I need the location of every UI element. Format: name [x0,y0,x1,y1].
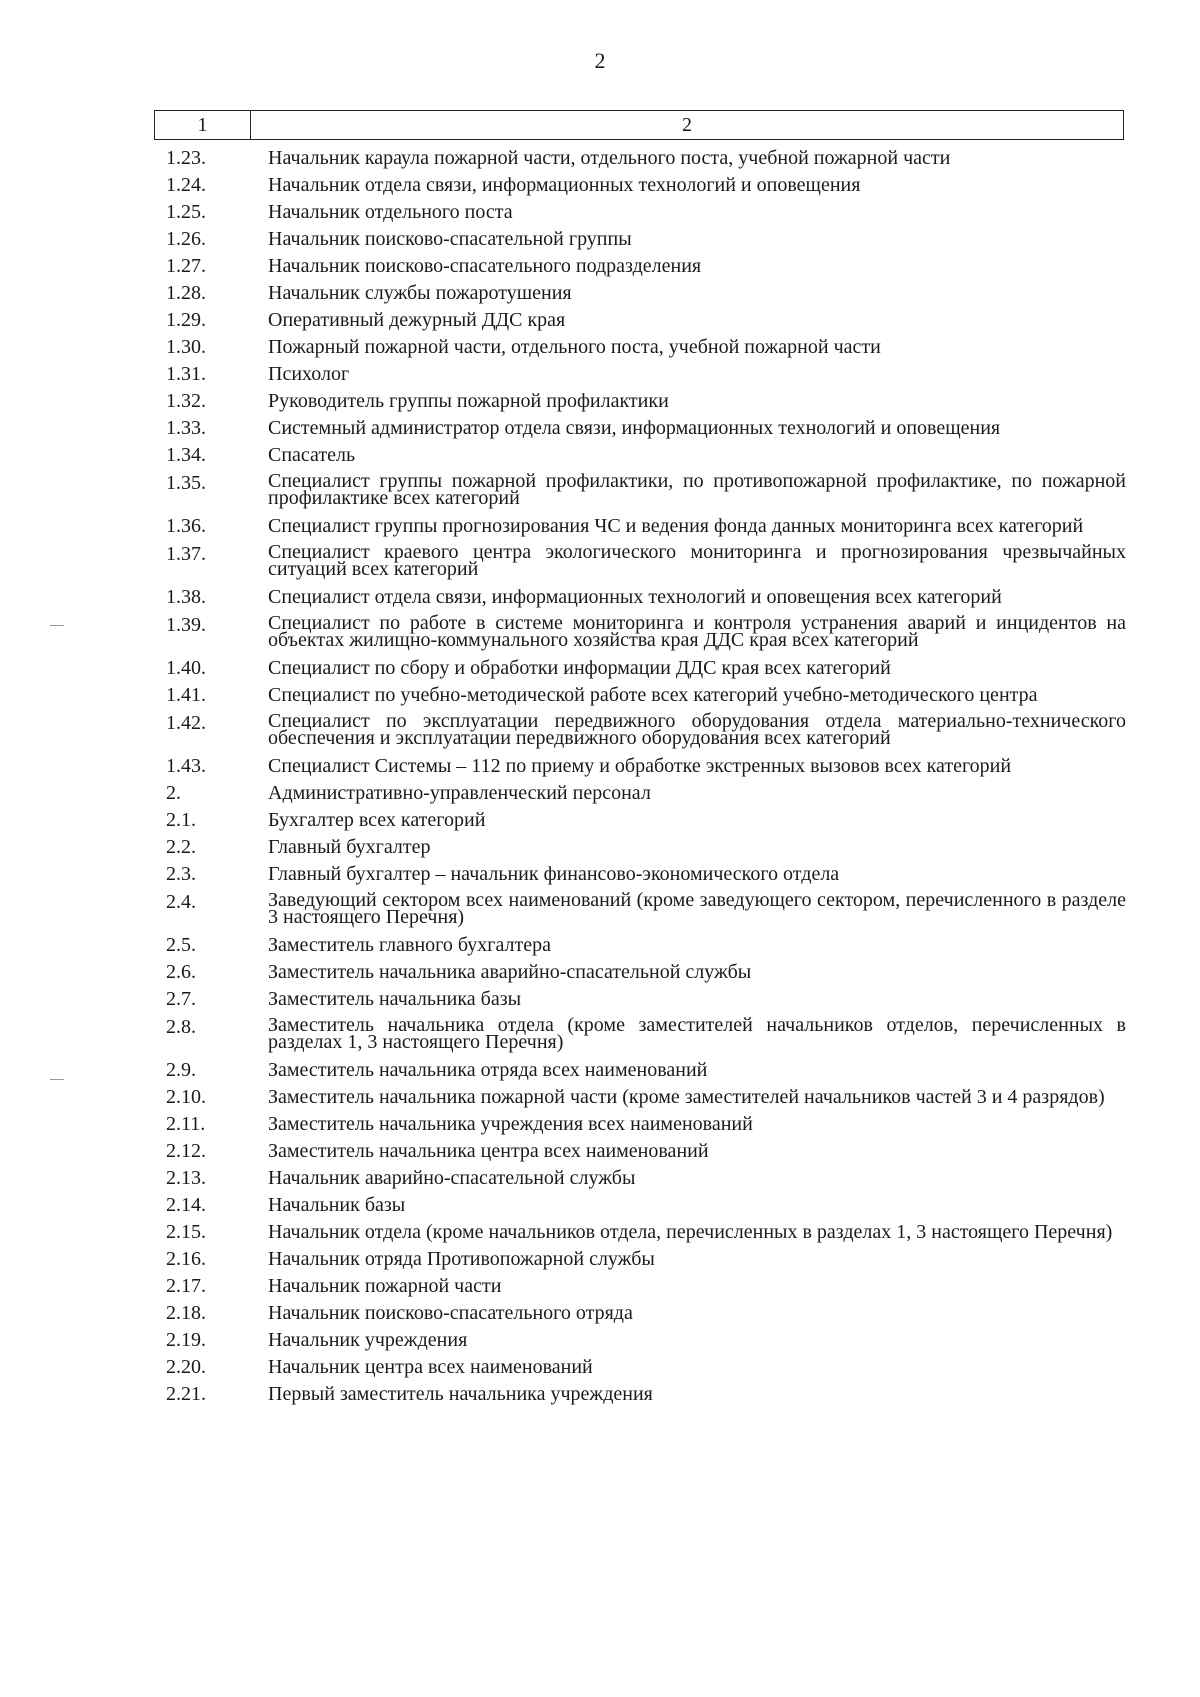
item-number: 1.41. [166,684,206,706]
item-number: 2.19. [166,1329,206,1351]
item-number: 2.1. [166,809,196,831]
item-text: Специалист Системы – 112 по приему и обработке экстренных вызовов всех категорий [268,755,1012,777]
item-number: 1.40. [166,657,206,679]
list-item [166,1219,1126,1246]
list-item [166,709,1126,753]
item-number: 1.43. [166,755,206,777]
item-text: Специалист краевого центра экологического мониторинга и прогнозирования чрезвычайных ситуаций всех категорий [268,541,1126,580]
item-text: Заместитель начальника аварийно-спасательной службы [268,961,752,983]
item-text: Специалист группы прогнозирования ЧС и ведения фонда данных мониторинга всех категорий [268,515,1084,537]
item-number: 1.33. [166,417,206,439]
item-text: Главный бухгалтер – начальник финансово-экономического отдела [268,863,840,885]
list-item [166,1381,1126,1408]
list-item [166,861,1126,888]
list-item [166,280,1126,307]
header-col-name: 2 [682,113,692,136]
list-item [166,513,1126,540]
item-number: 2.17. [166,1275,206,1297]
list-item [166,611,1126,655]
item-number: 1.30. [166,336,206,358]
item-text: Заместитель главного бухгалтера [268,934,552,956]
item-number: 1.36. [166,515,206,537]
item-number: 2.3. [166,863,196,885]
item-text: Заместитель начальника отдела (кроме заместителей начальников отделов, перечисленных в разделах 1, 3 настоящего Перечня) [268,1014,1126,1053]
list-item [166,145,1126,172]
item-number: 2.18. [166,1302,206,1324]
list-item [166,442,1126,469]
item-number: 1.42. [166,712,206,734]
list-item [166,1300,1126,1327]
item-number: 2.20. [166,1356,206,1378]
item-text: Руководитель группы пожарной профилактики [268,390,669,412]
item-text: Заместитель начальника базы [268,988,522,1010]
list-item [166,959,1126,986]
item-text: Начальник базы [268,1194,406,1216]
item-number: 1.35. [166,472,206,494]
item-number: 2.10. [166,1086,206,1108]
item-text: Специалист отдела связи, информационных технологий и оповещения всех категорий [268,586,1002,608]
item-text: Специалист по учебно-методической работе всех категорий учебно-методического центра [268,684,1038,706]
list-item [166,253,1126,280]
list-item [166,807,1126,834]
item-text: Заместитель начальника центра всех наименований [268,1140,709,1162]
item-text: Начальник караула пожарной части, отдельного поста, учебной пожарной части [268,147,951,169]
item-text: Административно-управленческий персонал [268,782,651,804]
list-item [166,469,1126,513]
item-number: 2.9. [166,1059,196,1081]
item-number: 1.23. [166,147,206,169]
list-item [166,226,1126,253]
item-number: 2.12. [166,1140,206,1162]
item-text: Оперативный дежурный ДДС края [268,309,566,331]
list-item [166,1354,1126,1381]
list-item [166,655,1126,682]
list-item [166,753,1126,780]
item-text: Специалист по сбору и обработки информации ДДС края всех категорий [268,657,891,679]
item-text: Начальник аварийно-спасательной службы [268,1167,636,1189]
item-number: 2.2. [166,836,196,858]
item-text: Специалист группы пожарной профилактики, по противопожарной профилактике, по пожарной профилактике всех категорий [268,470,1126,509]
list-item [166,1057,1126,1084]
list-item [166,584,1126,611]
item-number: 1.38. [166,586,206,608]
margin-mark [50,1079,64,1080]
item-text: Начальник отдела (кроме начальников отдела, перечисленных в разделах 1, 3 настоящего Перечня) [268,1221,1113,1243]
item-number: 2.5. [166,934,196,956]
item-text: Первый заместитель начальника учреждения [268,1383,653,1405]
item-number: 1.25. [166,201,206,223]
list-item [166,361,1126,388]
item-number: 2.7. [166,988,196,1010]
margin-mark [50,625,64,626]
item-text: Заместитель начальника отряда всех наименований [268,1059,708,1081]
item-text: Начальник отдельного поста [268,201,513,223]
item-number: 1.32. [166,390,206,412]
item-number: 2.4. [166,891,196,913]
list-item [166,780,1126,807]
item-number: 1.34. [166,444,206,466]
item-number: 2.13. [166,1167,206,1189]
item-number: 2.8. [166,1016,196,1038]
item-text: Специалист по эксплуатации передвижного оборудования отдела материально-технического обеспечения и эксплуатации передвижного оборудования всех категорий [268,710,1126,749]
list-item [166,172,1126,199]
list-item [166,682,1126,709]
item-number: 1.39. [166,614,206,636]
list-item [166,1111,1126,1138]
item-text: Начальник пожарной части [268,1275,502,1297]
item-number: 1.27. [166,255,206,277]
item-number: 2.6. [166,961,196,983]
list-item [166,307,1126,334]
item-text: Психолог [268,363,350,385]
item-text: Заведующий сектором всех наименований (кроме заведующего сектором, перечисленного в разделе 3 настоящего Перечня) [268,889,1126,928]
list-item [166,199,1126,226]
item-text: Начальник учреждения [268,1329,468,1351]
item-number: 2.15. [166,1221,206,1243]
item-text: Бухгалтер всех категорий [268,809,486,831]
item-number: 2.11. [166,1113,206,1135]
list-item [166,834,1126,861]
list-item [166,932,1126,959]
item-text: Заместитель начальника учреждения всех наименований [268,1113,753,1135]
item-text: Начальник отдела связи, информационных технологий и оповещения [268,174,861,196]
item-number: 1.37. [166,543,206,565]
item-number: 1.28. [166,282,206,304]
item-text: Начальник отряда Противопожарной службы [268,1248,655,1270]
item-number: 2. [166,782,181,804]
item-text: Начальник поисково-спасательного отряда [268,1302,633,1324]
list-item [166,1084,1126,1111]
list-item [166,334,1126,361]
position-list [166,145,1126,1408]
item-text: Начальник службы пожаротушения [268,282,572,304]
item-number: 2.14. [166,1194,206,1216]
list-item [166,1327,1126,1354]
list-item [166,888,1126,932]
item-number: 1.26. [166,228,206,250]
list-item [166,388,1126,415]
list-item [166,1192,1126,1219]
item-text: Начальник поисково-спасательного подразделения [268,255,702,277]
item-number: 1.29. [166,309,206,331]
item-text: Спасатель [268,444,356,466]
item-text: Заместитель начальника пожарной части (кроме заместителей начальников частей 3 и 4 разрядов) [268,1086,1105,1108]
item-text: Главный бухгалтер [268,836,431,858]
item-text: Начальник поисково-спасательной группы [268,228,632,250]
list-item [166,1273,1126,1300]
item-number: 2.16. [166,1248,206,1270]
page-number: 2 [594,48,606,73]
list-item [166,1138,1126,1165]
item-text: Системный администратор отдела связи, информационных технологий и оповещения [268,417,1001,439]
item-text: Начальник центра всех наименований [268,1356,593,1378]
header-col-number: 1 [155,111,251,139]
item-text: Специалист по работе в системе мониторинга и контроля устранения аварий и инцидентов на объектах жилищно-коммунального хозяйства края ДДС края всех категорий [268,612,1126,651]
item-number: 1.31. [166,363,206,385]
list-item [166,986,1126,1013]
list-item [166,1246,1126,1273]
table-header [154,110,1124,140]
item-text: Пожарный пожарной части, отдельного поста, учебной пожарной части [268,336,881,358]
list-item [166,1013,1126,1057]
item-number: 2.21. [166,1383,206,1405]
list-item [166,1165,1126,1192]
item-number: 1.24. [166,174,206,196]
list-item [166,540,1126,584]
list-item [166,415,1126,442]
